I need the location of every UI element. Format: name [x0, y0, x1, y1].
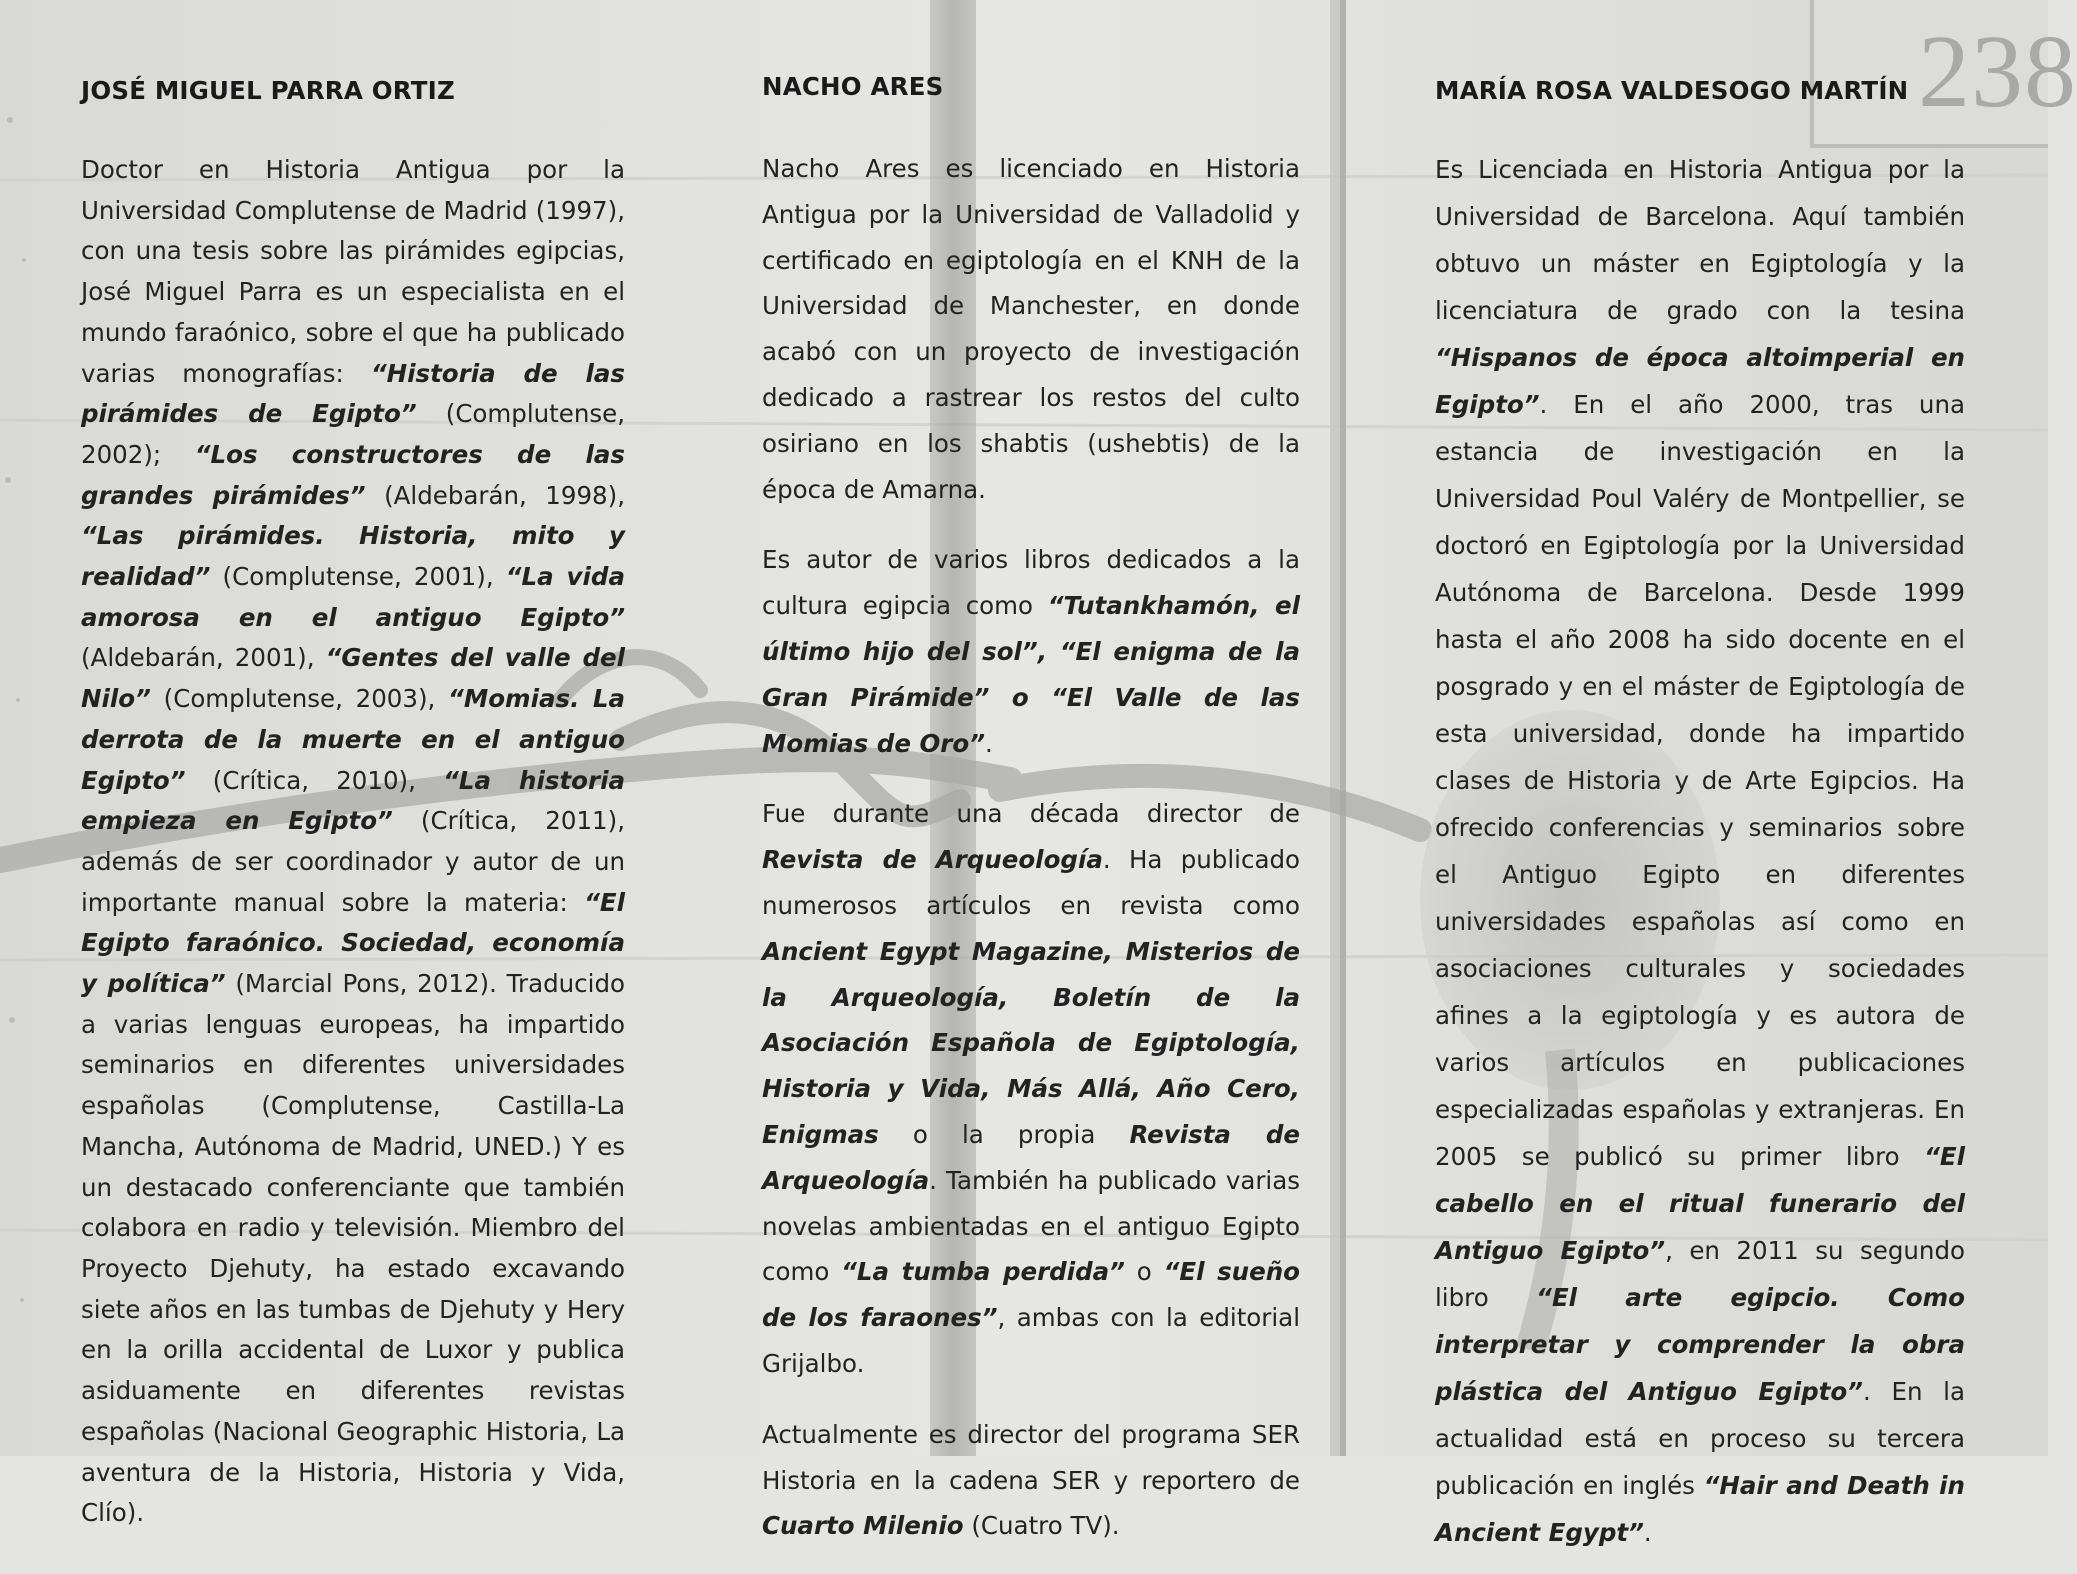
text-run: o	[1124, 1257, 1164, 1287]
emphasis-title: “Hair and Death in Ancient Egypt”	[1435, 1471, 1965, 1547]
emphasis-title: Ancient Egypt Magazine, Misterios de la Arqueología, Boletín de la Asociación Española de Egiptología, Historia y Vida, Más Allá, Año Cero, Enigmas	[762, 936, 1300, 1149]
emphasis-title: “La tumba perdida”	[841, 1257, 1125, 1287]
text-run: Es autor de varios libros dedicados a la cultura egipcia como	[762, 545, 1300, 621]
bio-text	[81, 150, 625, 1534]
emphasis-title: “Momias. La derrota de la muerte en el antiguo Egipto”	[81, 684, 625, 795]
emphasis-title: “El sueño de los faraones”	[762, 1257, 1300, 1333]
emphasis-title: “Tutankhamón, el último hijo del sol”, “El enigma de la Gran Pirámide” o “El Valle de las Momias de Oro”	[762, 591, 1300, 758]
text-run: . En el año 2000, tras una estancia de investigación en la Universidad Poul Valéry de Montpellier, se doctoró en Egiptología por la Universidad Autónoma de Barcelona. Desde 1999 hasta el año 2008 ha sido docente en el posgrado y en el máster de Egiptología de esta universidad, donde ha impartido clases de Historia y de Arte Egipcios. Ha ofrecido conferencias y seminarios sobre el Antiguo Egipto en diferentes universidades españolas así como en asociaciones culturales y sociedades afines a la egiptología y es autora de varios artículos en publicaciones especializadas españolas y extranjeras. En 2005 se publicó su primer libro	[1435, 390, 1965, 1171]
text-run: (Aldebarán, 1998),	[365, 480, 625, 510]
text-run: Actualmente es director del programa SER Historia en la cadena SER y reportero de	[762, 1419, 1300, 1495]
text-run: (Complutense, 2001),	[210, 562, 506, 592]
emphasis-title: “Gentes del valle del Nilo”	[81, 643, 625, 714]
text-run: (Cuatro TV).	[963, 1511, 1120, 1541]
text-run: (Marcial Pons, 2012). Traducido a varias lenguas europeas, ha impartido seminarios en diferentes universidades españolas (Complutense, Castilla-La Mancha, Autónoma de Madrid, UNED.) Y es un destacado conferenciante que también colabora en radio y televisión. Miembro del Proyecto Djehuty, ha estado excavando siete años en las tumbas de Djehuty y Hery en la orilla accidental de Luxor y publica asiduamente en diferentes revistas españolas (Nacional Geographic Historia, La aventura de la Historia, Historia y Vida, Clío).	[81, 969, 625, 1528]
text-run: (Complutense, 2002);	[81, 399, 626, 469]
emphasis-title: “Las pirámides. Historia, mito y realidad”	[81, 521, 625, 592]
text-run: .	[1643, 1518, 1652, 1547]
bio-text	[762, 146, 1300, 1549]
text-run: . En la actualidad está en proceso su tercera publicación en inglés	[1435, 1377, 1965, 1500]
emphasis-title: “Hispanos de época altoimperial en Egipto”	[1435, 343, 1965, 419]
text-run: Fue durante una década director de	[762, 799, 1300, 829]
emphasis-title: Cuarto Milenio	[762, 1511, 964, 1541]
text-run: .	[985, 728, 993, 758]
bio-paragraph	[762, 791, 1300, 1386]
emphasis-title: “El Egipto faraónico. Sociedad, economía y política”	[81, 887, 625, 999]
bio-paragraph	[81, 150, 625, 1534]
text-run: (Crítica, 2011), además de ser coordinador y autor de un importante manual sobre la materia:	[81, 806, 625, 917]
bio-paragraph	[762, 146, 1300, 512]
emphasis-title: “Historia de las pirámides de Egipto”	[81, 358, 625, 429]
emphasis-title: “La vida amorosa en el antiguo Egipto”	[81, 562, 625, 632]
text-run: Doctor en Historia Antigua por la Universidad Complutense de Madrid (1997), con una tesis sobre las pirámides egipcias, José Miguel Parra es un especialista en el mundo faraónico, sobre el que ha publicado varias monografías:	[81, 155, 625, 388]
emphasis-title: Revista de Arqueología	[762, 1119, 1300, 1195]
bio-column-ares	[762, 70, 1300, 1574]
author-heading: JOSÉ MIGUEL PARRA ORTIZ	[81, 76, 455, 105]
author-heading: NACHO ARES	[762, 72, 944, 101]
bio-paragraph	[762, 537, 1300, 766]
bio-column-parra	[81, 74, 625, 1534]
bio-paragraph	[1435, 146, 1965, 1556]
text-run: Es Licenciada en Historia Antigua por la Universidad de Barcelona. Aquí también obtuvo un máster en Egiptología y la licenciatura de grado con la tesina	[1435, 155, 1965, 325]
text-run: . También ha publicado varias novelas ambientadas en el antiguo Egipto como	[762, 1165, 1300, 1287]
emphasis-title: “La historia empieza en Egipto”	[81, 765, 626, 836]
page-number: 238	[1918, 14, 2077, 129]
emphasis-title: Revista de Arqueología	[762, 845, 1103, 875]
text-run: (Crítica, 2010),	[185, 765, 444, 795]
text-run: (Complutense, 2003),	[150, 684, 449, 714]
text-run: Nacho Ares es licenciado en Historia Antigua por la Universidad de Valladolid y certificado en egiptología en el KNH de la Universidad de Manchester, en donde acabó con un proyecto de investigación dedicado a rastrear los restos del culto osiriano en los shabtis (ushebtis) de la época de Amarna.	[762, 154, 1300, 504]
emphasis-title: “El cabello en el ritual funerario del Antiguo Egipto”	[1435, 1142, 1965, 1265]
bio-column-valdesogo	[1435, 74, 1965, 1556]
text-run: o la propia	[878, 1119, 1130, 1149]
bio-text	[1435, 146, 1965, 1556]
text-run: (Aldebarán, 2001),	[81, 643, 326, 673]
emphasis-title: “El arte egipcio. Como interpretar y comprender la obra plástica del Antiguo Egipto”	[1435, 1283, 1965, 1406]
author-heading: MARÍA ROSA VALDESOGO MARTÍN	[1435, 76, 1909, 105]
bio-paragraph	[762, 1412, 1300, 1549]
emphasis-title: “Los constructores de las grandes pirámides”	[81, 439, 626, 510]
text-run: . Ha publicado numerosos artículos en revista como	[762, 845, 1300, 920]
text-run: , ambas con la editorial Grijalbo.	[762, 1303, 1300, 1378]
text-run: , en 2011 su segundo libro	[1435, 1236, 1965, 1312]
